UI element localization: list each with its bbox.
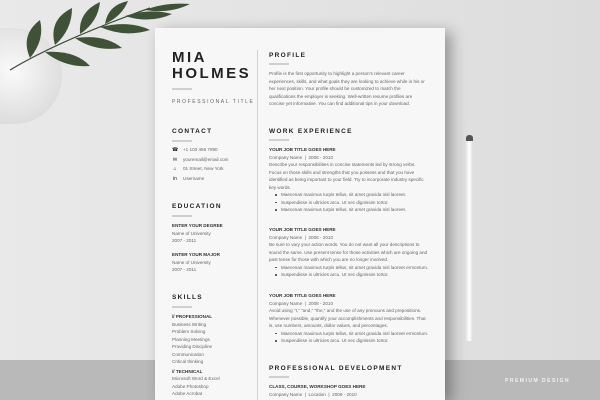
job-company: Company Name | 2008 - 2010 [269, 234, 334, 240]
linkedin-icon: in [173, 175, 177, 182]
profile-heading: PROFILE [269, 52, 307, 59]
skill-item: Microsoft Word & Excel [172, 376, 220, 381]
job-bullet: Suspendisse in ultricies arcu. Ut nec dignissim tortor. [269, 199, 424, 207]
watermark-stamp: PREMIUM DESIGN [505, 378, 571, 384]
job-bullet: Maecenas maximus turpis tellus, sit amet gravida nisl laoreet ermontum. [269, 264, 428, 272]
job-title: YOUR JOB TITLE GOES HERE [269, 293, 336, 298]
name-line-2: HOLMES [172, 65, 252, 82]
profile-line: Profile is the first opportunity to highlight a person's relevant career [269, 71, 405, 76]
job-title: YOUR JOB TITLE GOES HERE [269, 227, 336, 232]
job-description-line: is, use numbers, amounts, dollar values, and percentages. [269, 323, 388, 328]
pencil-eraser [466, 135, 473, 141]
development-title: CLASS, COURSE, WORKSHOP GOES HERE [269, 384, 366, 389]
contact-item [172, 164, 229, 174]
development-entry [269, 383, 365, 398]
section-rule [269, 63, 289, 65]
profile-line: her next position. Your profile should be customized to match the [269, 86, 401, 91]
contact-text: youremail@email.com [183, 156, 229, 162]
contact-text: 01 Street, New York [183, 166, 224, 172]
contact-text: Username [183, 176, 205, 182]
contact-item [172, 145, 229, 155]
pencil [466, 135, 473, 341]
job-entry [269, 292, 428, 345]
professional-development-heading: PROFESSIONAL DEVELOPMENT [269, 365, 403, 372]
column-divider [257, 50, 258, 400]
section-rule [269, 376, 289, 378]
name-line-1: MIA [172, 49, 207, 66]
job-bullet: Maecenas maximus turpis tellus, sit amet gravida nisl laoreet. [269, 206, 424, 214]
section-rule [269, 139, 289, 141]
name-rule [172, 88, 192, 90]
job-description-line: key words. [269, 184, 291, 190]
job-bullet: Maecenas maximus turpis tellus, sit amet gravida nisl laoreet. [269, 191, 424, 199]
degree: ENTER YOUR MAJOR [172, 252, 220, 257]
resume-page [155, 28, 445, 400]
section-rule [172, 306, 192, 308]
skill-item: Adobe Acrobat [172, 391, 203, 396]
job-entry [269, 146, 424, 214]
job-bullets [269, 330, 428, 345]
skill-item: Planning Meetings [172, 336, 210, 342]
skill-item: Providing Discipline [172, 344, 213, 349]
contact-list [172, 145, 229, 184]
email-icon: ✉ [172, 156, 178, 163]
job-title: YOUR JOB TITLE GOES HERE [269, 147, 336, 152]
job-description-line: Focus on those skills and strengths that you possess and that you have [269, 169, 415, 175]
education-entry [172, 222, 223, 245]
job-bullets [269, 264, 428, 279]
skills-professional-label: // PROFESSIONAL [172, 314, 213, 319]
professional-title: PROFESSIONAL TITLE [172, 99, 255, 105]
job-description-line: sound the same. Use present tense for those activities which are ongoing and [269, 249, 428, 255]
profile-text [269, 70, 425, 108]
home-icon: ⌂ [173, 166, 177, 173]
development-meta: Company Name | Location | 2008 - 2010 [269, 391, 357, 397]
profile-line: concise yet informative. You can find additional tips in your download. [269, 101, 410, 106]
contact-heading: CONTACT [172, 128, 213, 135]
name [172, 50, 251, 82]
skills-heading: SKILLS [172, 294, 203, 301]
skill-item: Communication [172, 351, 204, 357]
job-description-line: Whenever possible, quantify your accomplishments and responsibilities. That [269, 315, 426, 321]
contact-item [172, 155, 229, 165]
skill-item: Adobe Photoshop [172, 383, 209, 389]
job-bullet: Suspendisse in ultricies arcu. Ut nec dignissim tortor. [269, 337, 428, 345]
skill-item: Problem Solving [172, 329, 206, 334]
job-company: Company Name | 2008 - 2010 [269, 300, 334, 306]
education-entry [172, 251, 220, 274]
education-heading: EDUCATION [172, 203, 222, 210]
job-bullets [269, 191, 424, 214]
job-entry [269, 226, 428, 279]
dates: 2007 - 2011 [172, 267, 197, 272]
work-experience-heading: WORK EXPERIENCE [269, 128, 353, 135]
job-description-line: identified as being important to your field. Try to incorporate industry specific [269, 177, 424, 182]
contact-item [172, 174, 229, 184]
profile-line: qualifications the employer is seeking. Well-written resume profiles are [269, 93, 413, 99]
skills-list [172, 313, 220, 398]
section-rule [172, 215, 192, 217]
phone-icon: ☎ [172, 146, 179, 153]
job-description-line: Avoid using "I," "and," "the," and the use of any pronouns and prepositions. [269, 308, 422, 313]
job-bullet: Maecenas maximus turpis tellus, sit amet gravida nisl laoreet ermontum. [269, 330, 428, 338]
job-description-line: past tense for those with which you are no longer involved. [269, 257, 389, 262]
school: Name of University [172, 259, 211, 265]
profile-line: experiences, skills, and what goals they are looking to achieve while in his or [269, 78, 425, 84]
job-description-line: Be sure to vary your action words. You do not want all your descriptions to [269, 242, 420, 247]
dates: 2007 - 2011 [172, 238, 197, 243]
job-description-line: Describe your responsibilities in concise statements led by strong verbs. [269, 162, 416, 167]
job-company: Company Name | 2008 - 2010 [269, 154, 334, 160]
degree: ENTER YOUR DEGREE [172, 223, 223, 228]
section-rule [172, 140, 192, 142]
skill-item: Critical thinking [172, 359, 204, 364]
skill-item: Business Writing [172, 321, 207, 327]
school: Name of University [172, 230, 211, 236]
contact-text: +1 103 456 7890 [183, 147, 218, 153]
job-bullet: Suspendisse in ultricies arcu. Ut nec dignissim tortor. [269, 271, 428, 279]
skills-technical-label: // TECHNICAL [172, 368, 203, 374]
